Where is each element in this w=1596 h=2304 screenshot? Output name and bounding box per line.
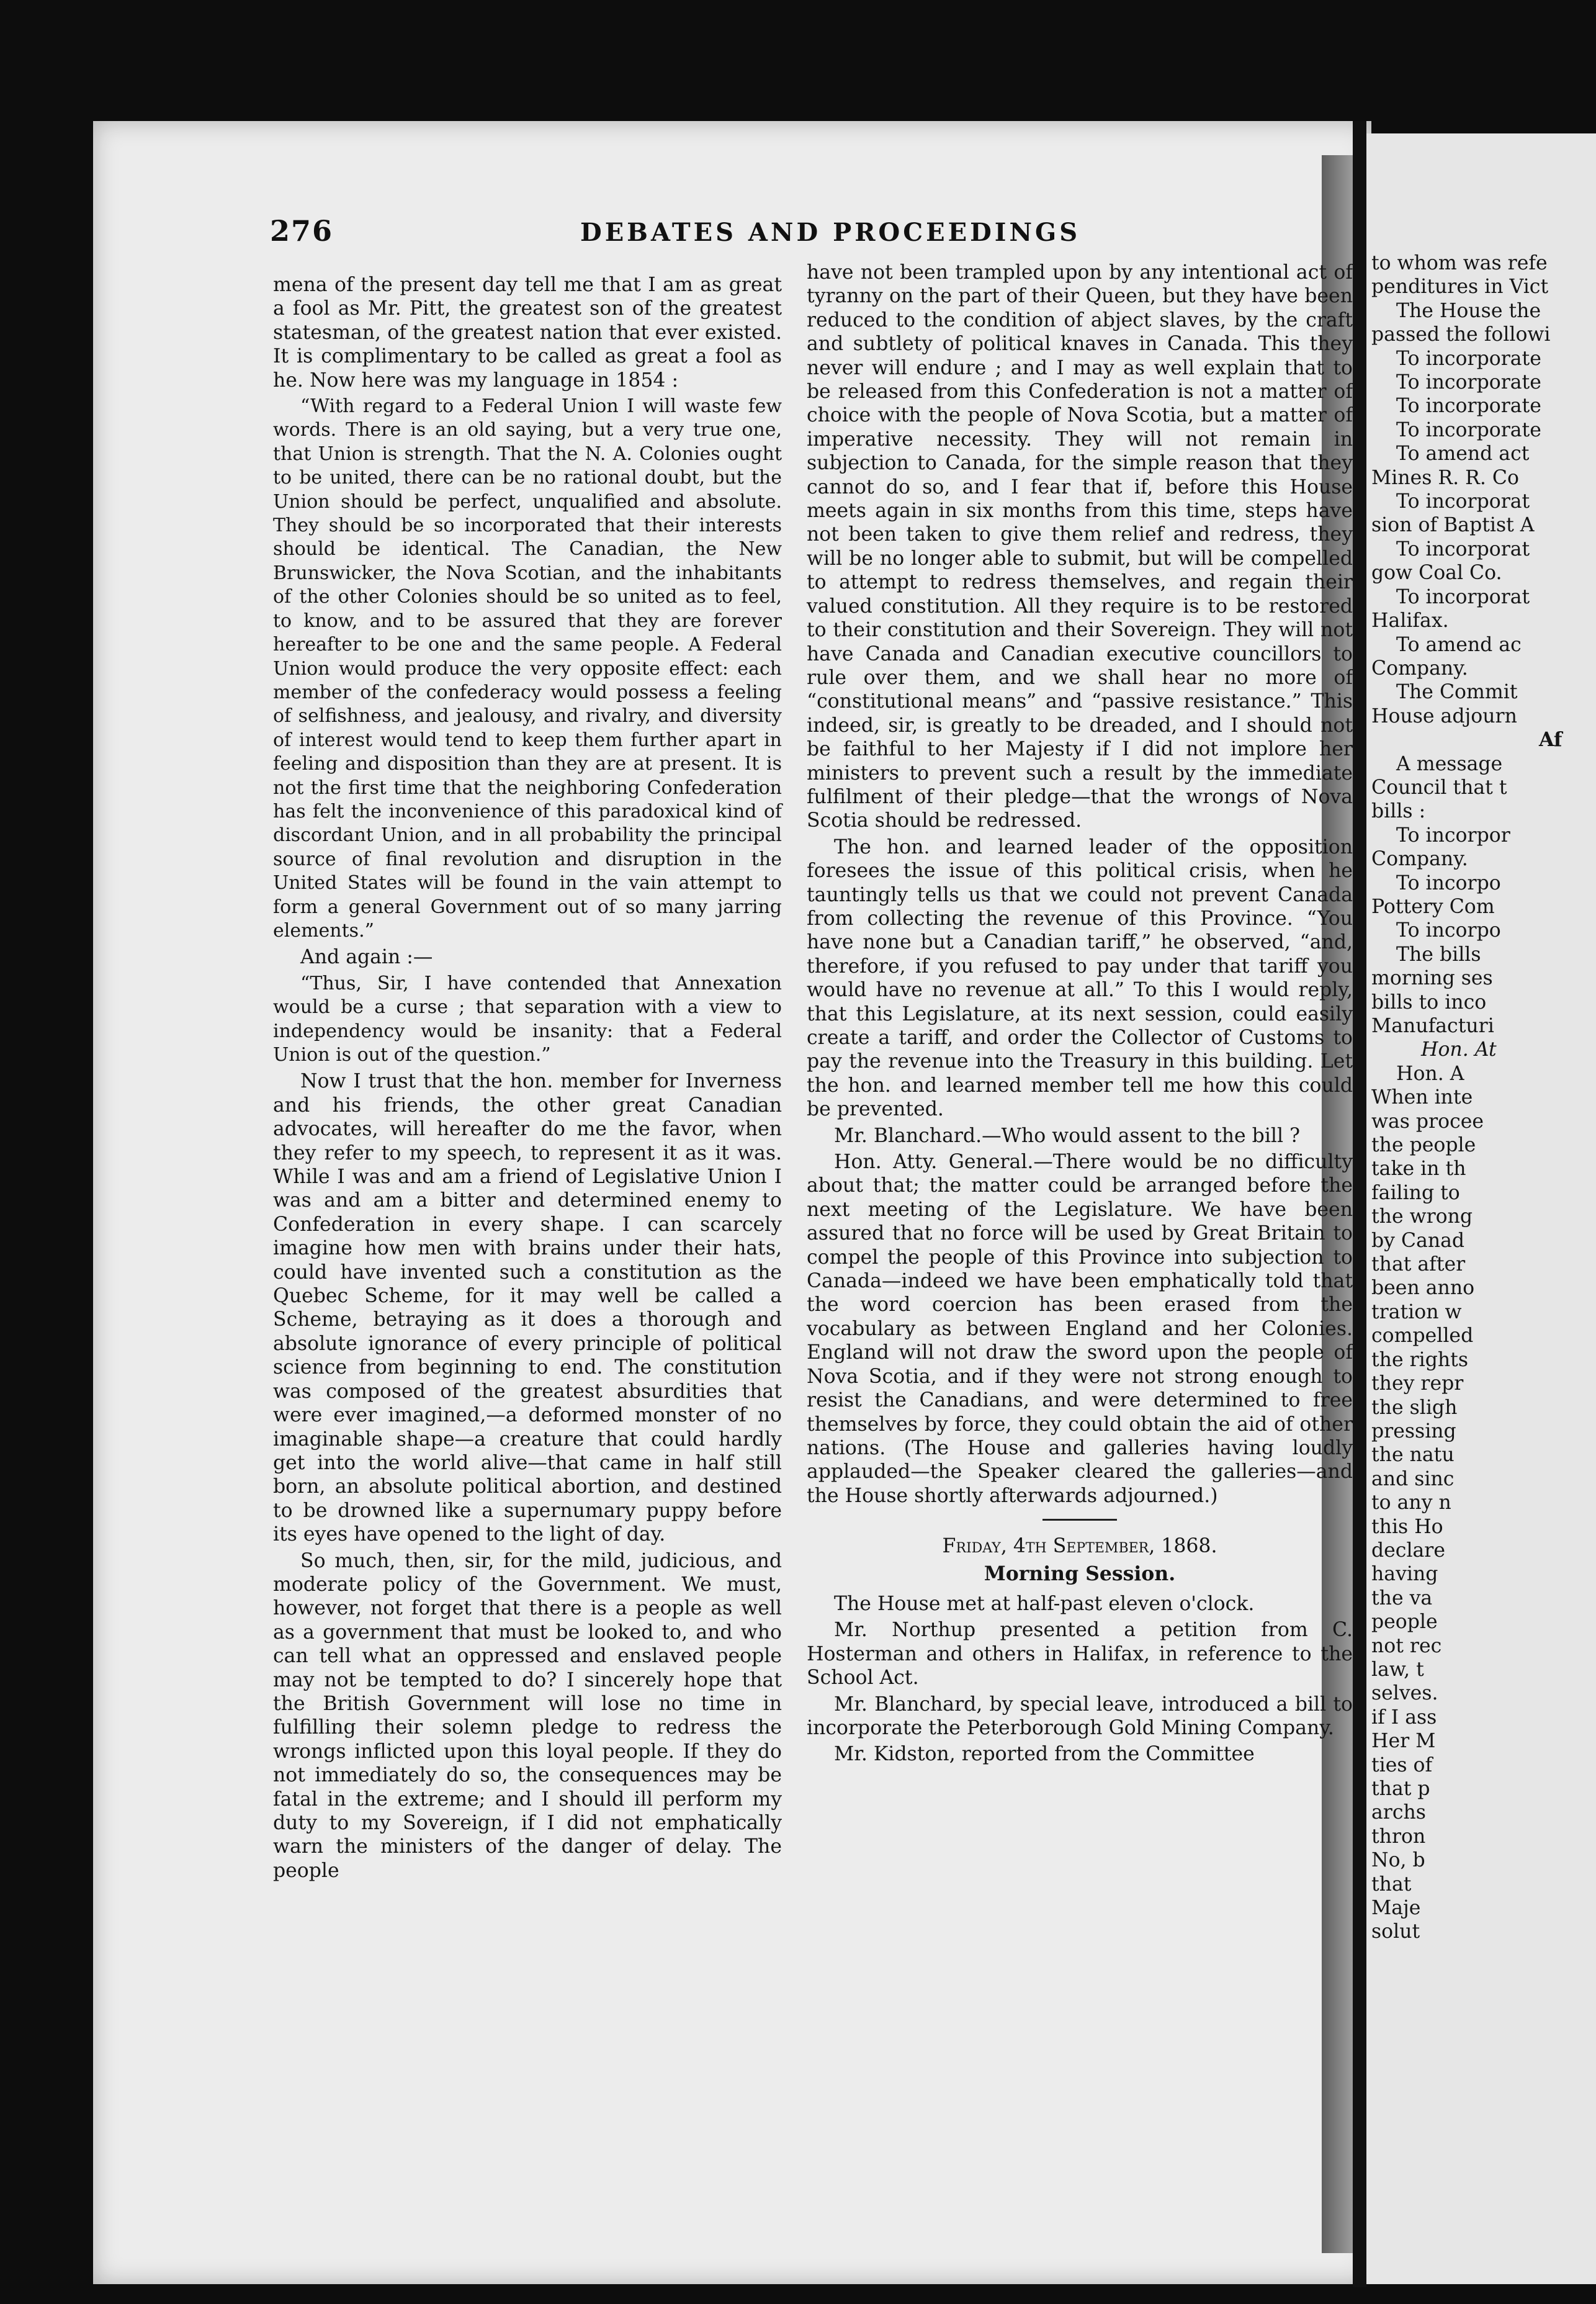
cropped-line: Halifax. [1371,610,1449,632]
cropped-line: ties of [1371,1753,1433,1776]
paragraph: Hon. Atty. General.—There would be no difficulty about that; the matter could be arranged before the next meeting of the Legislature. We have been assured that no force will be used by Great Britain to compel the people of this Province into subjection to Canada—indeed we have been emphatically told that the word coercion has been erased from the vocabulary as between England and her Colonies. England will not draw the sword upon the people of Nova Scotia, and if they were not strong enough to resist the Canadians, and were determined to free themselves by force, they could obtain the aid of other nations. (The House and galleries having loudly applauded—the Speaker cleared the galleries—and the House shortly afterwards adjourned.) [807,1151,1353,1507]
cropped-line: To incorporate [1396,395,1541,418]
column-3-cropped [1371,251,1595,1944]
paragraph: “Thus, Sir, I have contended that Annexation would be a curse ; that separation with a view to independency would be insanity: that a Federal Union is out of the question.” [273,972,782,1066]
cropped-line: having [1371,1563,1438,1586]
cropped-line: law, t [1371,1658,1424,1681]
cropped-line: and sinc [1371,1467,1455,1490]
paragraph: Now I trust that the hon. member for Inverness and his friends, the other great Canadian advocates, will hereafter do me the favor, when they refer to my speech, to represent it as it was. While I was and am a friend of Legislative Union I was and am a bitter and determined enemy to Confederation in every shape. I can scarcely imagine how men with brains under their hats, could have invented such a constitution as the Quebec Scheme, for it may well be called a Scheme, betraying as it does a thorough and absolute ignorance of every principle of political science from beginning to end. The constitution was composed of the greatest absurdities that were ever imagined,—a deformed monster of no imaginable shape—a creature that could hardly get into the world alive—that came in half still born, an absolute political abortion, and destined to be drowned like a supernumary puppy before its eyes have opened to the light of day. [273,1070,782,1546]
cropped-line: tration w [1371,1300,1462,1323]
cropped-line: Mines R. R. Co [1371,466,1519,489]
cropped-line: Hon. A [1396,1062,1464,1085]
cropped-line: the natu [1371,1444,1455,1467]
cropped-line: not rec [1371,1634,1442,1657]
cropped-line: thron [1371,1825,1426,1848]
cropped-line: this Ho [1371,1515,1443,1538]
cropped-line: gow Coal Co. [1371,562,1502,585]
cropped-line: Af [1539,728,1562,752]
cropped-line: Company. [1371,657,1468,680]
cropped-line: To incorporat [1396,538,1530,560]
paragraph: have not been trampled upon by any intentional act of tyranny on the part of their Queen, but they have been reduced to the condition of abject slaves, by the craft and subtlety of political knaves in Canada. This they never will endure ; and I may as well explain that to be released from this Confederation is not a matter of choice with the people of Nova Scotia, but a matter of imperative necessity. They will not remain in subjection to Canada, for the simple reason that they cannot do so, and I fear that if, before this House meets again in six months from this time, steps have not been taken to give them relief and redress, they will be no longer able to submit, but will be compelled to attempt to redress themselves, and regain their valued constitution. All they require is to be restored to their constitution and their Sovereign. They will not have Canada and Canadian executive councillors to rule over them, and we shall hear no more of “constitutional means” and “passive resistance.” This indeed, sir, is greatly to be dreaded, and I should not be faithful to her Majesty if I did not implore her ministers to prevent such a result by the immediate fulfilment of their pledge—that the wrongs of Nova Scotia should be redressed. [807,261,1353,832]
page-header [270,214,1362,258]
cropped-line: bills : [1371,800,1426,823]
section-divider [1042,1519,1117,1521]
cropped-line: Company. [1371,848,1468,871]
cropped-line: To incorpo [1396,919,1501,942]
cropped-line: The Commit [1396,681,1518,704]
cropped-line: the people [1371,1134,1476,1157]
cropped-line: compelled [1371,1325,1474,1348]
cropped-line: pressing [1371,1420,1456,1442]
cropped-line: Hon. At [1421,1038,1497,1061]
cropped-line: the sligh [1371,1396,1458,1419]
column-1 [273,273,782,1885]
cropped-line: the wrong [1371,1205,1473,1228]
cropped-line: selves. [1371,1682,1438,1705]
cropped-line: No, b [1371,1849,1425,1872]
cropped-line: people [1371,1611,1438,1634]
cropped-line: Council that t [1371,776,1507,799]
cropped-line: if I ass [1371,1706,1437,1729]
cropped-line: that after [1371,1253,1466,1276]
cropped-line: was procee [1371,1110,1484,1133]
paragraph: The House met at half-past eleven o'clock. [834,1592,1255,1615]
cropped-line: morning ses [1371,967,1493,990]
cropped-line: bills to inco [1371,991,1487,1014]
paragraph: “With regard to a Federal Union I will waste few words. There is an old saying, but a very true one, that Union is strength. That the N. A. Colonies ought to be united, there can be no rational doubt, but the Union should be perfect, unqualified and absolute. They should be so incorporated that their interests should be identical. The Canadian, the New Brunswicker, the Nova Scotian, and the inhabitants of the other Colonies should be so united as to feel, to know, and to be assured that they are forever hereafter to be one and the same people. A Federal Union would produce the very opposite effect: each member of the confederacy would possess a feeling of selfishness, and jealousy, and rivalry, and diversity of interest would tend to keep them further apart in feeling and disposition than they are at present. It is not the first time that the neighboring Confederation has felt the inconvenience of this paradoxical kind of discordant Union, and in all probability the principal source of final revolution and disruption in the United States will be found in the vain attempt to form a general Government out of so many jarring elements.” [273,395,782,942]
cropped-line: that [1371,1873,1412,1896]
session-heading: Morning Session. [984,1562,1176,1585]
paragraph: Mr. Blanchard.—Who would assent to the bill ? [834,1124,1300,1147]
running-head: DEBATES AND PROCEEDINGS [580,218,1081,247]
page-number: 276 [270,214,334,248]
cropped-line: Pottery Com [1371,895,1495,918]
cropped-line: To amend act [1396,443,1530,466]
cropped-line: declare [1371,1539,1446,1562]
cropped-line: Manufacturi [1371,1015,1494,1037]
cropped-line: To incorporat [1396,585,1530,608]
paragraph: Mr. Blanchard, by special leave, introduced a bill to incorporate the Peterborough Gold Mining Company. [807,1693,1353,1739]
cropped-line: House adjourn [1371,704,1517,727]
cropped-line: When inte [1371,1086,1473,1109]
cropped-line: to any n [1371,1492,1451,1514]
cropped-line: passed the followi [1371,323,1551,346]
paragraph: The hon. and learned leader of the opposition foresees the issue of this political crisis, when he tauntingly tells us that we could not prevent Canada from collecting the revenue of this Province. “You have none but a Canadian tariff,” he observed, “and, therefore, if you refused to pay under that tariff you would have no revenue at all.” To this I would reply, that this Legislature, at its next session, could easily create a tariff, and order the Collector of Customs to pay the revenue into the Treasury in this building. Let the hon. and learned member tell me how this could be prevented. [807,835,1353,1121]
cropped-line: been anno [1371,1277,1475,1300]
cropped-line: To incorporat [1396,490,1530,513]
cropped-line: take in th [1371,1158,1466,1181]
cropped-line: The House the [1396,299,1541,322]
cropped-line: to whom was refe [1371,252,1548,274]
cropped-line: the rights [1371,1348,1469,1371]
cropped-line: sion of Baptist A [1371,514,1535,537]
cropped-line: The bills [1396,943,1481,966]
paragraph: And again :— [300,946,433,969]
gutter [1353,121,1366,2287]
cropped-line: by Canad [1371,1229,1465,1252]
cropped-line: To incorporate [1396,347,1541,370]
cropped-line: that p [1371,1778,1430,1800]
cropped-line: To incorpo [1396,871,1501,894]
cropped-line: To incorporate [1396,371,1541,394]
paragraph: So much, then, sir, for the mild, judicious, and moderate policy of the Government. We must, however, not forget that there is a people as well as a government that must be looked to, and who can tell what an oppressed and enslaved people may not be tempted to do? I sincerely hope that the British Government will lose no time in fulfilling their solemn pledge to redress the wrongs inflicted upon this loyal people. If they do not immediately do so, the consequences may be fatal in the extreme; and I should ill perform my duty to my Sovereign, if I did not emphatically warn the ministers of the danger of delay. The people [273,1549,782,1882]
dateline: Friday, 4th September, 1868. [942,1535,1217,1558]
cropped-line: they repr [1371,1372,1464,1395]
cropped-line: penditures in Vict [1371,276,1549,299]
cropped-line: archs [1371,1801,1426,1824]
cropped-line: To incorpor [1396,824,1510,847]
column-2 [807,261,1353,1769]
cropped-line: To incorporate [1396,418,1541,441]
cropped-line: Maje [1371,1897,1421,1920]
paragraph: mena of the present day tell me that I am as great a fool as Mr. Pitt, the greatest son of the greatest statesman, of the greatest nation that ever existed. It is complimentary to be called as great a fool as he. Now here was my language in 1854 : [273,274,782,392]
paragraph: Mr. Northup presented a petition from C. Hosterman and others in Halifax, in reference to the School Act. [807,1619,1353,1690]
cropped-line: Her M [1371,1730,1436,1753]
paragraph: Mr. Kidston, reported from the Committee [834,1743,1255,1766]
cropped-line: failing to [1371,1181,1460,1204]
cropped-line: solut [1371,1920,1420,1943]
cropped-line: the va [1371,1586,1433,1609]
cropped-line: A message [1396,752,1503,775]
cropped-line: To amend ac [1396,633,1522,656]
